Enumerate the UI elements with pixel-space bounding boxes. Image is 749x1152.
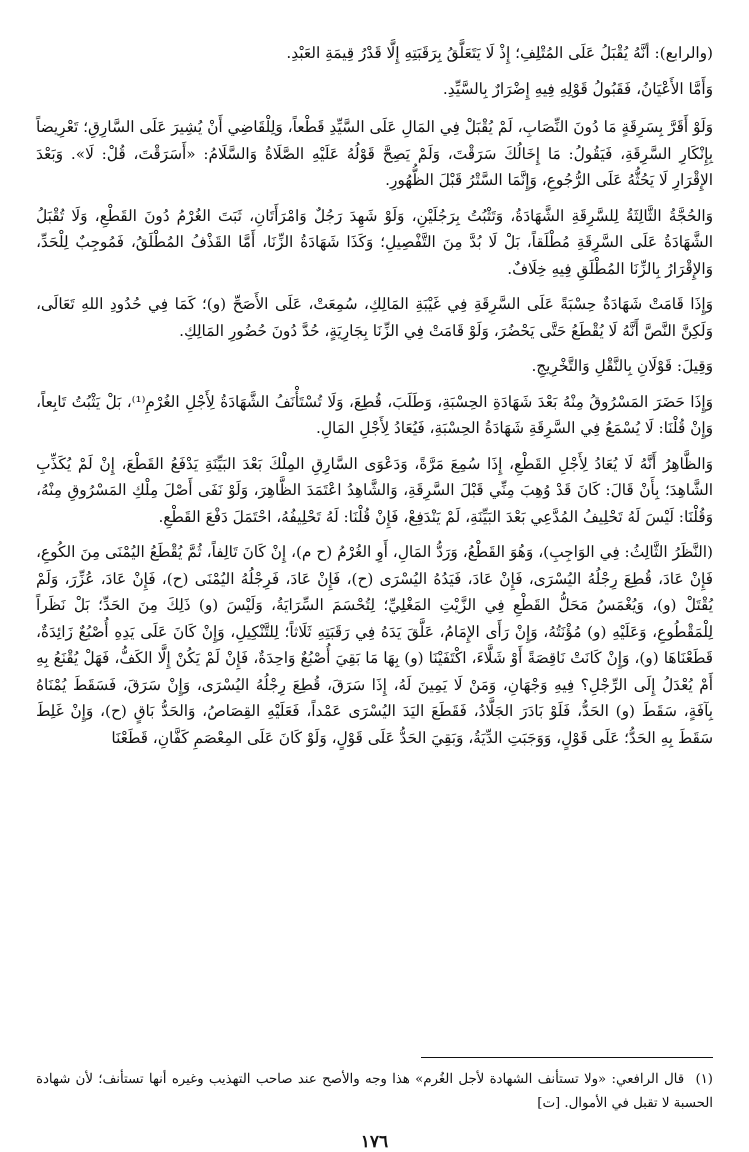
paragraph-6: وَقِيلَ: قَوْلَانِ بِالنَّقْلِ وَالتَّخْرِيجِ. bbox=[531, 357, 713, 375]
paragraph-7: وَإِذَا حَضَرَ المَسْرُوقُ مِنْهُ بَعْدَ شَهَادَةِ الحِسْبَةِ، وَطَلَبَ، قُطِعَ، وَلَا تُسْتَأْنَفُ الشَّهَادَةُ لِأَجْلِ الغُرْمِ⁽¹⁾، بَلْ يَثْبُتُ تَابِعاً، وَإِنْ قُلْنَا: لَا يُسْمَعُ فِي السَّرِقَةِ شَهَادَةُ الحِسْبَةِ، فَيُعَادُ لِأَجْلِ المَالِ. bbox=[36, 392, 713, 437]
footnote-number: (١) bbox=[695, 1072, 713, 1087]
footnote-divider bbox=[421, 1057, 713, 1058]
paragraph-9: (النَّظَرُ الثَّالِثُ: فِي الوَاجِبِ)، وَهُوَ القَطْعُ، وَرَدُّ المَالِ، أَوِ الغُرْمُ (ح م)، إِنْ كَانَ تَالِفاً، ثُمَّ يُقْطَعُ اليُمْنَى مِنَ الكُوعِ، فَإِنْ عَادَ، قُطِعَ رِجْلُهُ اليُسْرَى، فَإِنْ عَادَ، فَيَدُهُ اليُسْرَى (ح)، فَإِنْ عَادَ، فَرِجْلُهُ اليُمْنَى (ح)، فَإِنْ عَادَ، عُزِّرَ، وَلَمْ يُقْتَلْ (و)، وَيُغْمَسُ مَحَلُّ القَطْعِ فِي الزَّيْتِ المَغْلِيِّ؛ لِتُحْسَمَ السِّرَايَةُ، وَلَيْسَ (و) ذَلِكَ مِنَ الحَدِّ؛ بَلْ نَظَراً لِلْمَقْطُوعِ، وَعَلَيْهِ (و) مُؤْنَتُهُ، وَإِنْ رَأَى الإِمَامُ، عَلَّقَ يَدَهُ فِي رَقَبَتِهِ ثَلَاثاً؛ لِلتَّنْكِيلِ، وَإِنْ كَانَ عَلَى يَدِهِ أُصْبُعٌ زَائِدَةٌ، قَطَعْنَاهَا (و)، وَإِنْ كَانَتْ نَاقِصَةً أَوْ شَلَّاءَ، اكْتَفَيْنَا (و) بِهَا مَا بَقِيَ أُصْبُعٌ وَاحِدَةٌ، فَإِنْ لَمْ يَكُنْ إِلَّا الكَفُّ، فَهَلْ يُقْنَعُ بِهِ أَمْ يُعْدَلُ إِلَى الرِّجْلِ؟ فِيهِ وَجْهَانِ، وَمَنْ لَا يَمِينَ لَهُ، إِذَا سَرَقَ، قُطِعَ رِجْلُهُ اليُسْرَى، وَإِنْ سَرَقَ، فَسَقَطَ يُمْنَاهُ بِآفَةٍ، سَقَطَ (و) الحَدُّ، فَلَوْ بَادَرَ الجَلَّادُ، فَقَطَعَ اليَدَ اليُسْرَى عَمْداً، فَعَلَيْهِ القِصَاصُ، وَالحَدُّ بَاقٍ (ح)، وَإِنْ غَلِطَ سَقَطَ بِهِ الحَدُّ؛ عَلَى قَوْلٍ، وَوَجَبَتِ الدِّيَةُ، وَبَقِيَ الحَدُّ عَلَى قَوْلٍ، وَلَوْ كَانَ عَلَى المِعْصَمِ كَفَّانِ، قَطَعْنَا bbox=[36, 543, 713, 747]
footnote-text: قال الرافعي: «ولا تستأنف الشهادة لأجل الغُرم» هذا وجه والأصح عند صاحب التهذيب وغيره أنها تستأنف؛ لأن شهادة الحسبة لا تقبل في الأموال. [ت] bbox=[36, 1072, 713, 1111]
page-number: ١٧٦ bbox=[360, 1132, 389, 1152]
book-page bbox=[36, 40, 713, 1152]
paragraph-5: وَإِذَا قَامَتْ شَهَادَةٌ حِسْبَةً عَلَى السَّرِقَةِ فِي غَيْبَةِ المَالِكِ، سُمِعَتْ، عَلَى الأَصَحِّ (و)؛ كَمَا فِي حُدُودِ اللهِ تَعَالَى، وَلَكِنَّ النَّصَّ أَنَّهُ لَا يُقْطَعُ حَتَّى يَحْضُرَ، وَلَوْ قَامَتْ فِي الزِّنَا بِجَارِيَةٍ، حُدَّ دُونَ حُضُورِ المَالِكِ. bbox=[36, 295, 713, 340]
paragraph-8: وَالظَّاهِرُ أَنَّهُ لَا يُعَادُ لِأَجْلِ القَطْعِ، إِذَا سُمِعَ مَرَّةً، وَدَعْوَى السَّارِقِ المِلْكَ بَعْدَ البَيِّنَةِ يَدْفَعُ القَطْعَ، إِنْ لَمْ يُكَذِّبِ الشَّاهِدَ؛ بِأَنْ قَالَ: كَانَ قَدْ وُهِبَ مِنِّي قَبْلَ السَّرِقَةِ، وَالشَّاهِدُ اعْتَمَدَ الظَّاهِرَ، وَلَوْ نَفَى أَصْلَ مِلْكِ المَسْرُوقِ مِنْهُ، وَقُلْنَا: لَيْسَ لَهُ تَحْلِيفُ المُدَّعِي بَعْدَ البَيِّنَةِ، لَمْ يَنْدَفِعْ، فَإِنْ قُلْنَا: لَهُ تَحْلِيفُهُ، احْتَمَلَ دَفْعَ القَطْعِ. bbox=[36, 454, 713, 526]
main-text-body bbox=[36, 40, 713, 751]
paragraph-4: وَالحُجَّةُ الثَّالِثَةُ لِلسَّرِقَةِ الشَّهَادَةُ، وَتَثْبُتُ بِرَجُلَيْنِ، وَلَوْ شَهِدَ رَجُلٌ وَامْرَأَتَانِ، ثَبَتَ الغُرْمُ دُونَ القَطْعِ، وَلَا تُقْبَلُ الشَّهَادَةُ عَلَى السَّرِقَةِ مُطْلَقاً، بَلْ لَا بُدَّ مِنَ التَّفْصِيلِ؛ وَكَذَا شَهَادَةُ الزِّنَا، أَمَّا القَذْفُ المُطْلَقُ، فَمُوجِبٌ لِلْحَدِّ، وَالإِقْرَارُ بِالزِّنَا المُطْلَقِ فِيهِ خِلَافٌ. bbox=[36, 206, 713, 278]
footnote-1 bbox=[36, 1068, 713, 1116]
footnotes bbox=[36, 1068, 713, 1116]
paragraph-1: (والرابع): أنَّهُ يُقْبَلُ عَلَى المُتْلِفِ؛ إِذْ لَا يَتَعَلَّقُ بِرَقَبَتِهِ إِلَّا قَدْرُ قِيمَةِ العَبْدِ. bbox=[286, 44, 713, 62]
paragraph-3: وَلَوْ أَقَرَّ بِسَرِقَةٍ مَا دُونَ النِّصَابِ، لَمْ يُقْبَلْ فِي المَالِ عَلَى السَّيِّدِ قَطْعاً، وَلِلْقَاضِي أَنْ يُشِيرَ عَلَى السَّارِقِ؛ تَعْرِيضاً بِإِنْكَارِ السَّرِقَةِ، فَيَقُولُ: مَا إِخَالُكَ سَرَقْتَ، وَلَمْ يَصِحَّ قَوْلُهُ عَلَيْهِ الصَّلَاةُ وَالسَّلَامُ: «أَسَرَقْتَ، قُلْ: لَا». وَبَعْدَ الإِقْرَارِ لَا يَحُثُّهُ عَلَى الرُّجُوعِ، وَإِنَّمَا السَّتْرُ قَبْلَ الظُّهُورِ. bbox=[36, 118, 713, 189]
paragraph-2: وَأَمَّا الأَعْيَانُ، فَقَبُولُ قَوْلِهِ فِيهِ إِضْرَارٌ بِالسَّيِّدِ. bbox=[442, 79, 713, 98]
